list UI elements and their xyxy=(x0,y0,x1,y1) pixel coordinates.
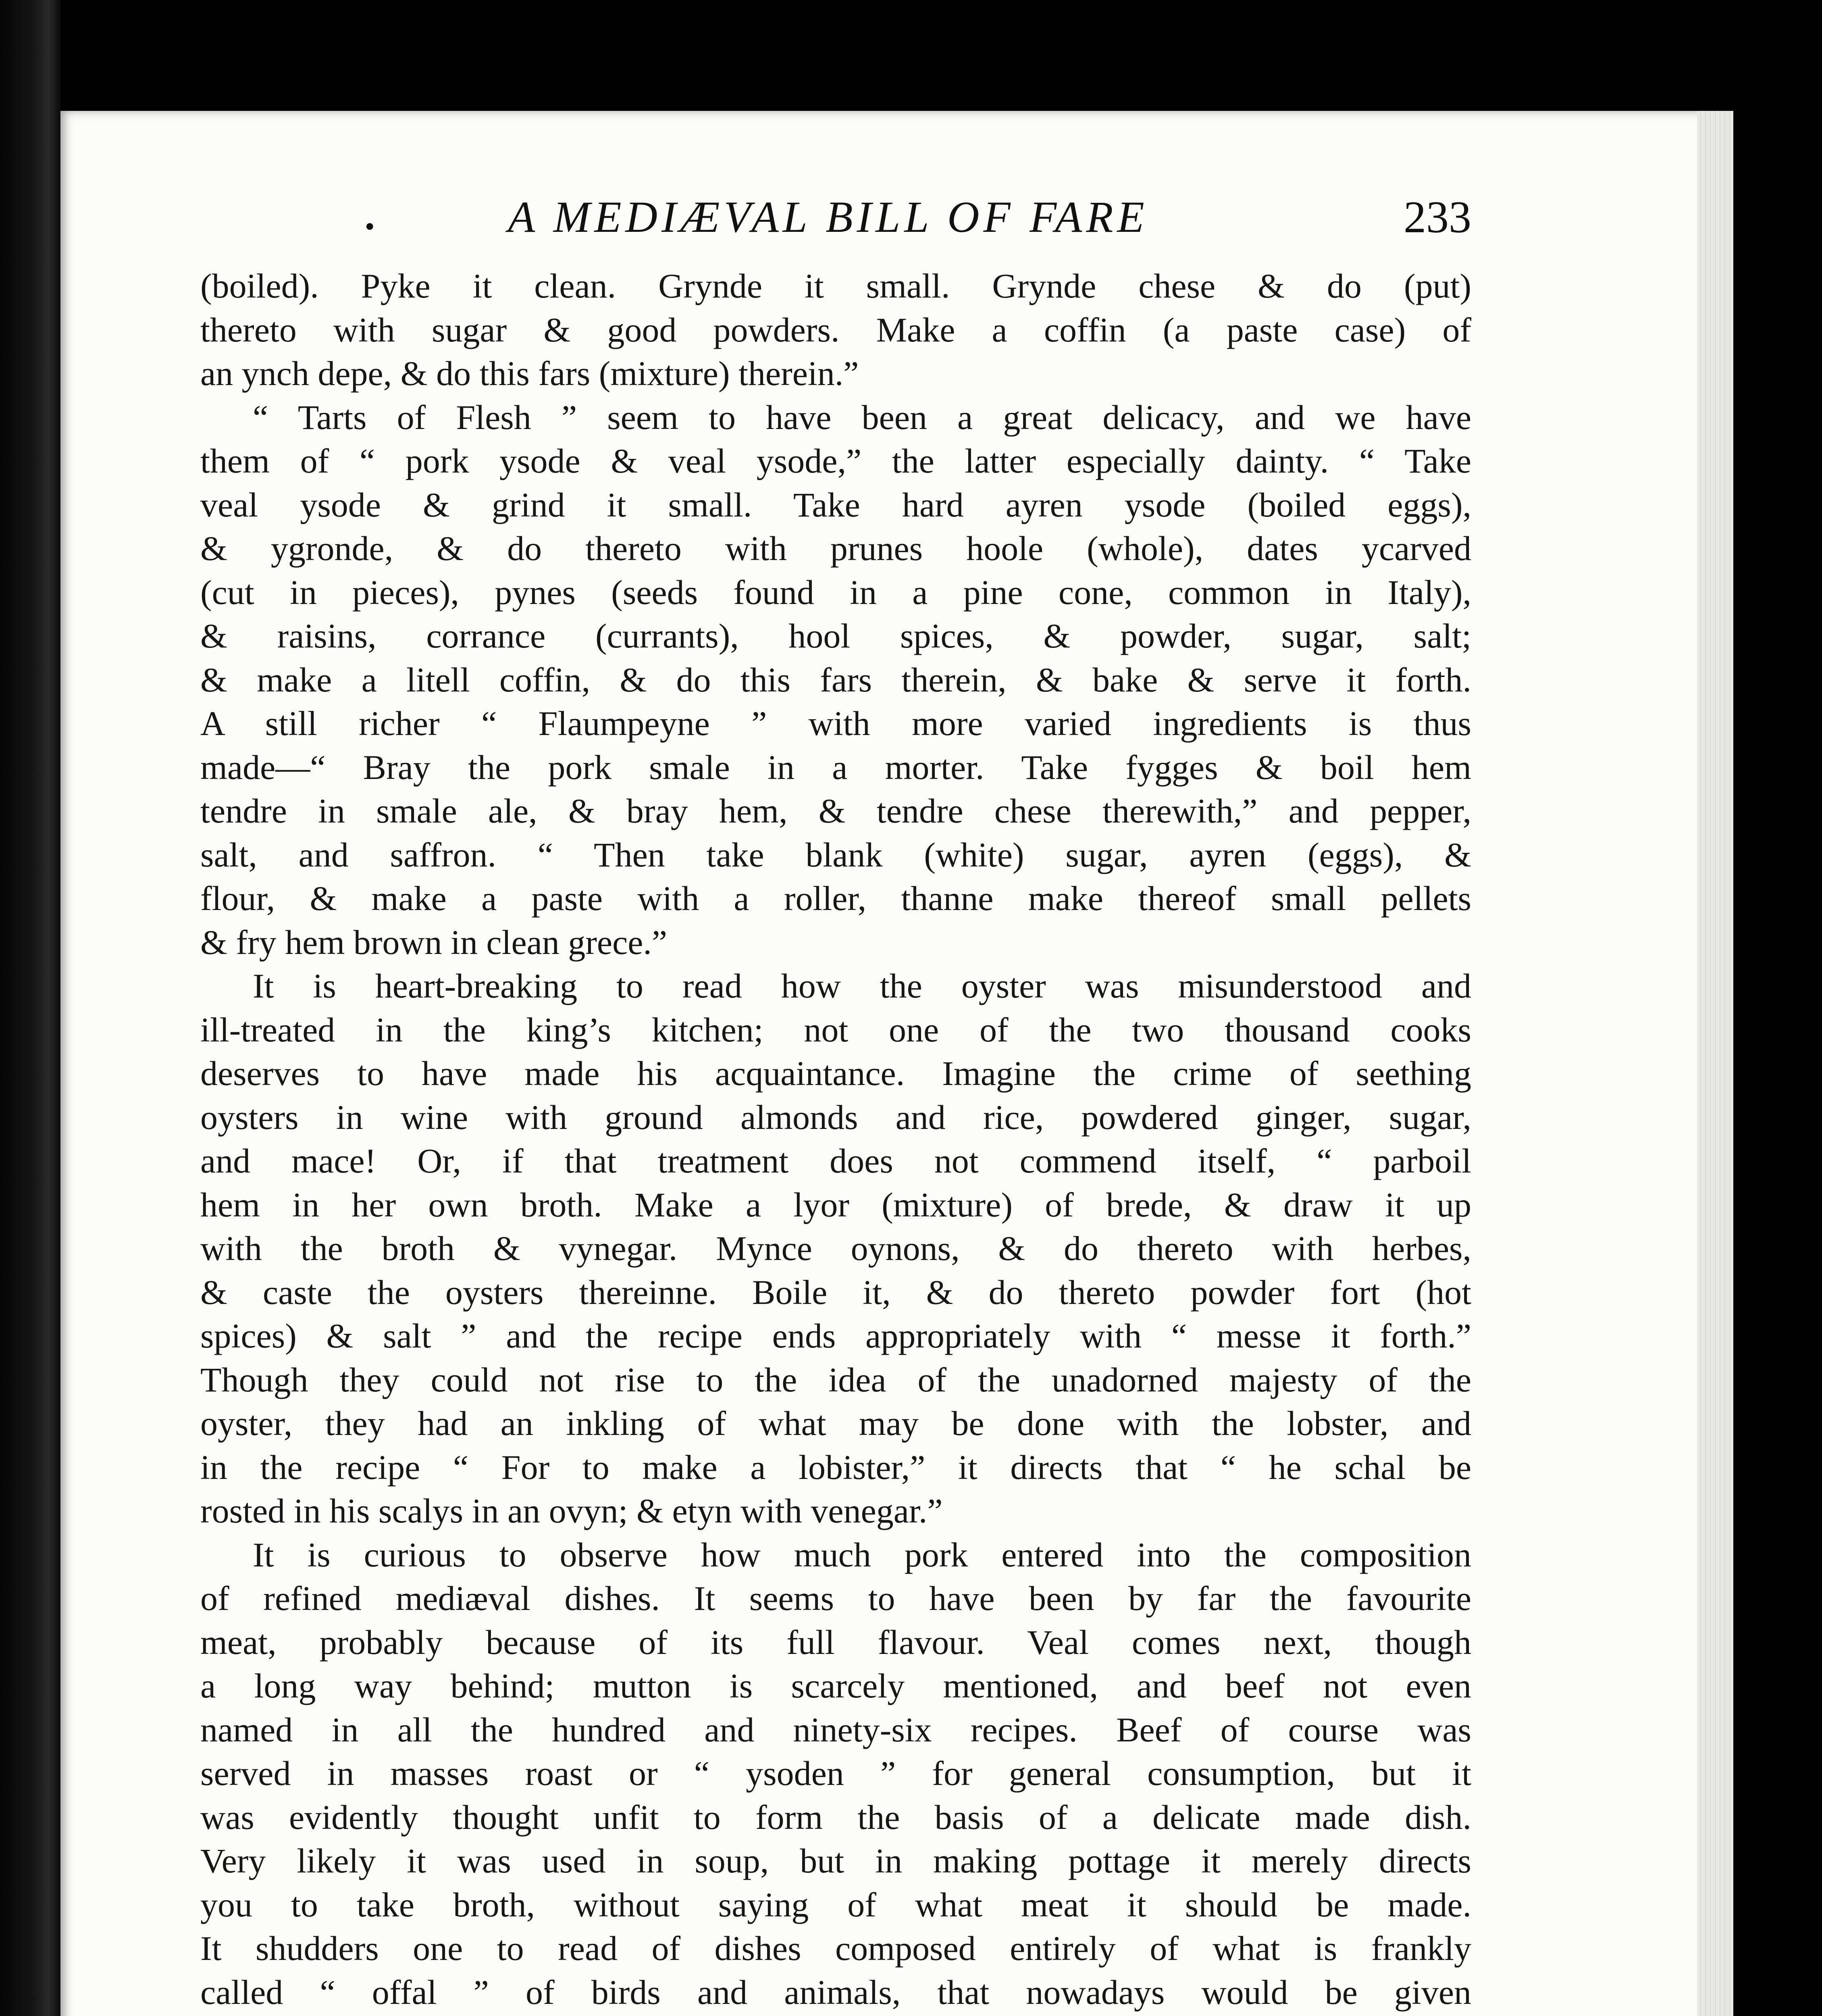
text-line: was evidently thought unfit to form the basis of a delicate made dish. xyxy=(200,1797,1471,1837)
text-line: It is heart-breaking to read how the oyster was misunderstood and xyxy=(253,966,1471,1005)
page-number: 233 xyxy=(1404,192,1471,242)
text-line: It is curious to observe how much pork entered into the composition xyxy=(253,1535,1471,1574)
text-line: oyster, they had an inkling of what may be done with the lobster, and xyxy=(200,1404,1471,1443)
text-line: tendre in smale ale, & bray hem, & tendre chese therewith,” and pepper, xyxy=(200,791,1471,830)
text-line: a long way behind; mutton is scarcely mentioned, and beef not even xyxy=(200,1666,1471,1705)
text-line: served in masses roast or “ ysoden ” for general consumption, but it xyxy=(200,1754,1471,1793)
text-line: of refined mediæval dishes. It seems to have been by far the favourite xyxy=(200,1579,1471,1618)
text-line xyxy=(200,2014,1471,2016)
page-edge-stack xyxy=(1697,111,1733,2016)
running-title: A MEDIÆVAL BILL OF FARE xyxy=(508,192,1148,242)
text-line: deserves to have made his acquaintance. Imagine the crime of seething xyxy=(200,1054,1471,1093)
text-line: flour, & make a paste with a roller, thanne make thereof small pellets xyxy=(200,879,1471,918)
text-line: & ygronde, & do thereto with prunes hoole (whole), dates ycarved xyxy=(200,529,1471,568)
text-line: named in all the hundred and ninety-six recipes. Beef of course was xyxy=(200,1710,1471,1749)
running-header xyxy=(365,192,1471,248)
text-line: Though they could not rise to the idea of the unadorned majesty of the xyxy=(200,1360,1471,1399)
text-line: you to take broth, without saying of what meat it should be made. xyxy=(200,1885,1471,1924)
binding-edge xyxy=(0,0,60,2016)
text-line: called “ offal ” of birds and animals, that nowadays would be given xyxy=(200,1972,1471,2012)
text-line: A still richer “ Flaumpeyne ” with more varied ingredients is thus xyxy=(200,704,1471,743)
text-line: ill-treated in the king’s kitchen; not one of the two thousand cooks xyxy=(200,1010,1471,1049)
text-line: thereto with sugar & good powders. Make a coffin (a paste case) of xyxy=(200,310,1471,349)
text-line: and mace! Or, if that treatment does not commend itself, “ parboil xyxy=(200,1141,1471,1180)
text-line: It shudders one to read of dishes composed entirely of what is frankly xyxy=(200,1929,1471,1968)
header-mark: • xyxy=(365,211,375,242)
text-line: “ Tarts of Flesh ” seem to have been a great delicacy, and we have xyxy=(253,398,1471,437)
text-line: rosted in his scalys in an ovyn; & etyn with venegar.” xyxy=(200,1491,943,1530)
text-line: (cut in pieces), pynes (seeds found in a pine cone, common in Italy), xyxy=(200,573,1471,612)
text-line: them of “ pork ysode & veal ysode,” the latter especially dainty. “ Take xyxy=(200,442,1471,480)
body-text xyxy=(200,264,1471,2016)
text-line: with the broth & vynegar. Mynce oynons, & do thereto with herbes, xyxy=(200,1229,1471,1268)
text-line: (boiled). Pyke it clean. Grynde it small. Grynde chese & do (put) xyxy=(200,267,1471,305)
text-line: made—“ Bray the pork smale in a morter. Take fygges & boil hem xyxy=(200,748,1471,787)
text-line: oysters in wine with ground almonds and rice, powdered ginger, sugar, xyxy=(200,1098,1471,1137)
text-line: & raisins, corrance (currants), hool spices, & powder, sugar, salt; xyxy=(200,616,1471,655)
text-line: in the recipe “ For to make a lobister,” it directs that “ he schal be xyxy=(200,1447,1471,1487)
text-line: Very likely it was used in soup, but in making pottage it merely directs xyxy=(200,1841,1471,1880)
text-line: salt, and saffron. “ Then take blank (white) sugar, ayren (eggs), & xyxy=(200,835,1471,874)
text-line: & make a litell coffin, & do this fars therein, & bake & serve it forth. xyxy=(200,660,1471,699)
text-line: spices) & salt ” and the recipe ends appropriately with “ messe it forth.” xyxy=(200,1316,1471,1355)
text-line: meat, probably because of its full flavour. Veal comes next, though xyxy=(200,1622,1471,1662)
text-line: & fry hem brown in clean grece.” xyxy=(200,923,668,962)
text-line: hem in her own broth. Make a lyor (mixture) of brede, & draw it up xyxy=(200,1185,1471,1224)
text-line: & caste the oysters thereinne. Boile it, & do thereto powder fort (hot xyxy=(200,1272,1471,1312)
text-line: an ynch depe, & do this fars (mixture) therein.” xyxy=(200,354,859,393)
text-line: veal ysode & grind it small. Take hard ayren ysode (boiled eggs), xyxy=(200,485,1471,524)
